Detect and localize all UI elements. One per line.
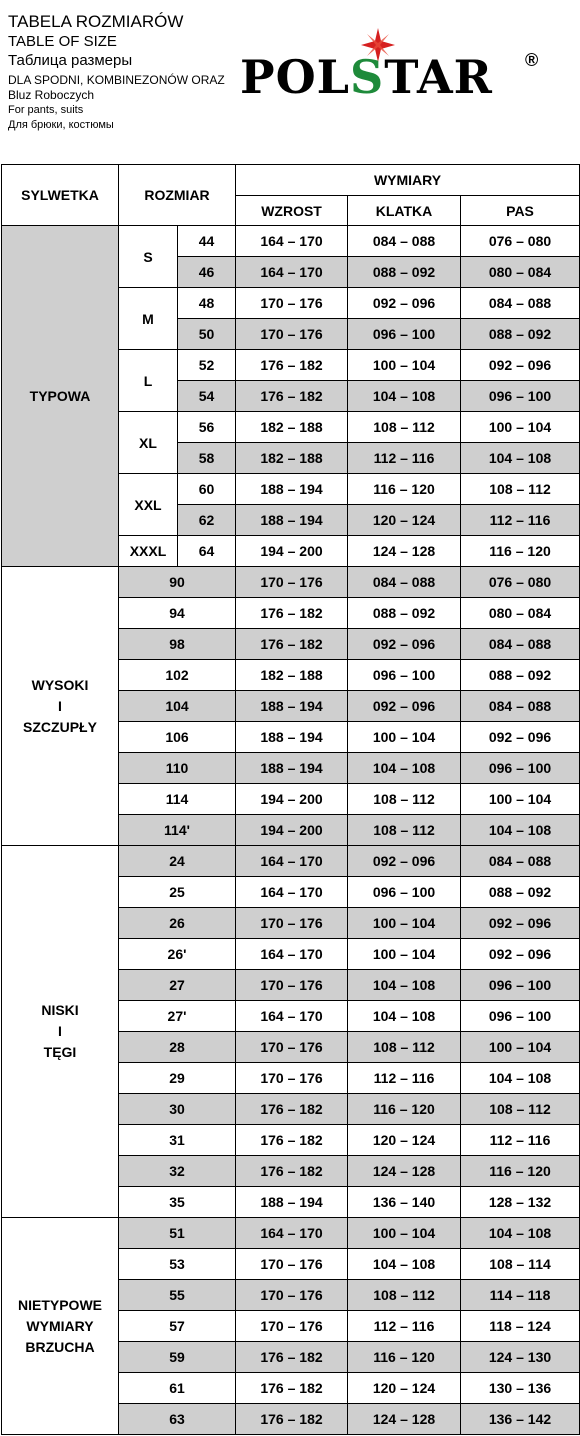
waist-range: 124 – 130	[461, 1342, 580, 1373]
size-number: 55	[119, 1280, 236, 1311]
chest-range: 084 – 088	[348, 567, 461, 598]
table-row	[2, 226, 580, 257]
waist-range: 088 – 092	[461, 877, 580, 908]
height-range: 170 – 176	[236, 1032, 348, 1063]
header-height: WZROST	[236, 196, 348, 226]
height-range: 188 – 194	[236, 1187, 348, 1218]
height-range: 188 – 194	[236, 691, 348, 722]
waist-range: 100 – 104	[461, 784, 580, 815]
size-number: 57	[119, 1311, 236, 1342]
size-number: 94	[119, 598, 236, 629]
subtitle-polish-2: Bluz Roboczych	[8, 88, 95, 102]
chest-range: 096 – 100	[348, 877, 461, 908]
size-letter: L	[119, 350, 178, 412]
size-table	[1, 164, 580, 1435]
height-range: 182 – 188	[236, 660, 348, 691]
height-range: 170 – 176	[236, 1249, 348, 1280]
waist-range: 084 – 088	[461, 846, 580, 877]
height-range: 176 – 182	[236, 1342, 348, 1373]
chest-range: 100 – 104	[348, 722, 461, 753]
waist-range: 084 – 088	[461, 691, 580, 722]
size-number: 24	[119, 846, 236, 877]
chest-range: 124 – 128	[348, 1156, 461, 1187]
chest-range: 100 – 104	[348, 350, 461, 381]
size-letter: XXL	[119, 474, 178, 536]
waist-range: 092 – 096	[461, 722, 580, 753]
size-number: 60	[178, 474, 236, 505]
height-range: 188 – 194	[236, 722, 348, 753]
chest-range: 092 – 096	[348, 846, 461, 877]
height-range: 188 – 194	[236, 753, 348, 784]
silhouette-line: WYSOKI	[31, 676, 89, 693]
size-number: 46	[178, 257, 236, 288]
size-number: 114	[119, 784, 236, 815]
height-range: 164 – 170	[236, 257, 348, 288]
silhouette-line: TĘGI	[43, 1044, 77, 1060]
silhouette-label	[2, 1218, 119, 1435]
waist-range: 088 – 092	[461, 319, 580, 350]
chest-range: 112 – 116	[348, 443, 461, 474]
size-number: 31	[119, 1125, 236, 1156]
waist-range: 104 – 108	[461, 443, 580, 474]
height-range: 170 – 176	[236, 567, 348, 598]
waist-range: 104 – 108	[461, 1218, 580, 1249]
chest-range: 108 – 112	[348, 1032, 461, 1063]
size-number: 26	[119, 908, 236, 939]
height-range: 188 – 194	[236, 505, 348, 536]
height-range: 194 – 200	[236, 536, 348, 567]
header-measurements: WYMIARY	[236, 165, 580, 196]
chest-range: 108 – 112	[348, 815, 461, 846]
size-number: 64	[178, 536, 236, 567]
registered-mark: ®	[525, 50, 539, 70]
size-number: 28	[119, 1032, 236, 1063]
silhouette-line: WYMIARY	[26, 1317, 94, 1334]
title-english: TABLE OF SIZE	[8, 33, 117, 50]
waist-range: 076 – 080	[461, 567, 580, 598]
waist-range: 104 – 108	[461, 1063, 580, 1094]
waist-range: 092 – 096	[461, 350, 580, 381]
height-range: 176 – 182	[236, 1156, 348, 1187]
silhouette-line: SZCZUPŁY	[23, 718, 97, 735]
height-range: 164 – 170	[236, 1218, 348, 1249]
waist-range: 084 – 088	[461, 629, 580, 660]
size-number: 32	[119, 1156, 236, 1187]
size-number: 53	[119, 1249, 236, 1280]
silhouette-typowa: TYPOWA	[2, 226, 119, 567]
size-number: 110	[119, 753, 236, 784]
chest-range: 120 – 124	[348, 1373, 461, 1404]
height-range: 194 – 200	[236, 815, 348, 846]
size-letter: M	[119, 288, 178, 350]
chest-range: 096 – 100	[348, 319, 461, 350]
size-number: 63	[119, 1404, 236, 1435]
size-number: 56	[178, 412, 236, 443]
waist-range: 118 – 124	[461, 1311, 580, 1342]
height-range: 176 – 182	[236, 629, 348, 660]
silhouette-line: I	[58, 1023, 62, 1039]
chest-range: 100 – 104	[348, 1218, 461, 1249]
subtitle-russian: Для брюки, костюмы	[8, 119, 114, 131]
chest-range: 108 – 112	[348, 1280, 461, 1311]
chest-range: 096 – 100	[348, 660, 461, 691]
waist-range: 096 – 100	[461, 1001, 580, 1032]
size-number: 50	[178, 319, 236, 350]
header-waist: PAS	[461, 196, 580, 226]
silhouette-label	[2, 846, 119, 1218]
subtitle-polish: DLA SPODNI, KOMBINEZONÓW ORAZ	[8, 73, 225, 87]
size-letter: XL	[119, 412, 178, 474]
chest-range: 104 – 108	[348, 1001, 461, 1032]
height-range: 176 – 182	[236, 1404, 348, 1435]
size-number: 35	[119, 1187, 236, 1218]
header-size: ROZMIAR	[119, 165, 236, 226]
waist-range: 108 – 112	[461, 1094, 580, 1125]
header-silhouette: SYLWETKA	[2, 165, 119, 226]
silhouette-line: NIETYPOWE	[17, 1296, 102, 1313]
waist-range: 076 – 080	[461, 226, 580, 257]
height-range: 170 – 176	[236, 908, 348, 939]
title-polish: TABELA ROZMIARÓW	[8, 12, 184, 31]
height-range: 176 – 182	[236, 1125, 348, 1156]
chest-range: 116 – 120	[348, 474, 461, 505]
waist-range: 116 – 120	[461, 536, 580, 567]
height-range: 182 – 188	[236, 443, 348, 474]
chest-range: 124 – 128	[348, 1404, 461, 1435]
size-number: 51	[119, 1218, 236, 1249]
size-number: 54	[178, 381, 236, 412]
size-number: 106	[119, 722, 236, 753]
size-number: 61	[119, 1373, 236, 1404]
chest-range: 088 – 092	[348, 257, 461, 288]
height-range: 170 – 176	[236, 1280, 348, 1311]
size-number: 30	[119, 1094, 236, 1125]
waist-range: 080 – 084	[461, 598, 580, 629]
waist-range: 088 – 092	[461, 660, 580, 691]
waist-range: 100 – 104	[461, 1032, 580, 1063]
chest-range: 120 – 124	[348, 1125, 461, 1156]
chest-range: 092 – 096	[348, 629, 461, 660]
waist-range: 100 – 104	[461, 412, 580, 443]
chest-range: 104 – 108	[348, 753, 461, 784]
title-russian: Таблица размеры	[8, 52, 133, 69]
height-range: 170 – 176	[236, 1063, 348, 1094]
waist-range: 128 – 132	[461, 1187, 580, 1218]
header-text	[8, 8, 225, 133]
height-range: 164 – 170	[236, 939, 348, 970]
chest-range: 100 – 104	[348, 939, 461, 970]
height-range: 164 – 170	[236, 226, 348, 257]
waist-range: 096 – 100	[461, 970, 580, 1001]
subtitle-english: For pants, suits	[8, 104, 84, 116]
height-range: 170 – 176	[236, 970, 348, 1001]
height-range: 176 – 182	[236, 350, 348, 381]
chest-range: 112 – 116	[348, 1311, 461, 1342]
size-number: 102	[119, 660, 236, 691]
height-range: 176 – 182	[236, 1094, 348, 1125]
chest-range: 136 – 140	[348, 1187, 461, 1218]
chest-range: 116 – 120	[348, 1342, 461, 1373]
waist-range: 108 – 112	[461, 474, 580, 505]
waist-range: 084 – 088	[461, 288, 580, 319]
height-range: 194 – 200	[236, 784, 348, 815]
chest-range: 116 – 120	[348, 1094, 461, 1125]
size-number: 27'	[119, 1001, 236, 1032]
waist-range: 092 – 096	[461, 908, 580, 939]
height-range: 176 – 182	[236, 598, 348, 629]
height-range: 170 – 176	[236, 319, 348, 350]
size-number: 114'	[119, 815, 236, 846]
size-letter: S	[119, 226, 178, 288]
height-range: 170 – 176	[236, 1311, 348, 1342]
height-range: 170 – 176	[236, 288, 348, 319]
chest-range: 104 – 108	[348, 970, 461, 1001]
waist-range: 112 – 116	[461, 505, 580, 536]
chest-range: 084 – 088	[348, 226, 461, 257]
size-number: 58	[178, 443, 236, 474]
waist-range: 112 – 116	[461, 1125, 580, 1156]
waist-range: 092 – 096	[461, 939, 580, 970]
height-range: 176 – 182	[236, 381, 348, 412]
height-range: 182 – 188	[236, 412, 348, 443]
logo-wordmark: POLSTAR	[240, 50, 493, 104]
height-range: 164 – 170	[236, 1001, 348, 1032]
waist-range: 104 – 108	[461, 815, 580, 846]
size-number: 62	[178, 505, 236, 536]
table-row	[2, 567, 580, 598]
size-letter: XXXL	[119, 536, 178, 567]
size-number: 27	[119, 970, 236, 1001]
waist-range: 096 – 100	[461, 753, 580, 784]
height-range: 176 – 182	[236, 1373, 348, 1404]
chest-range: 104 – 108	[348, 1249, 461, 1280]
chest-range: 108 – 112	[348, 412, 461, 443]
size-number: 48	[178, 288, 236, 319]
chest-range: 088 – 092	[348, 598, 461, 629]
silhouette-line: NISKI	[41, 1002, 79, 1018]
chest-range: 104 – 108	[348, 381, 461, 412]
chest-range: 092 – 096	[348, 691, 461, 722]
waist-range: 108 – 114	[461, 1249, 580, 1280]
waist-range: 130 – 136	[461, 1373, 580, 1404]
size-number: 59	[119, 1342, 236, 1373]
size-number: 90	[119, 567, 236, 598]
table-row	[2, 846, 580, 877]
waist-range: 116 – 120	[461, 1156, 580, 1187]
size-number: 44	[178, 226, 236, 257]
chest-range: 112 – 116	[348, 1063, 461, 1094]
size-number: 26'	[119, 939, 236, 970]
height-range: 164 – 170	[236, 877, 348, 908]
size-number: 29	[119, 1063, 236, 1094]
polstar-logo	[240, 28, 550, 110]
waist-range: 096 – 100	[461, 381, 580, 412]
size-number: 52	[178, 350, 236, 381]
height-range: 188 – 194	[236, 474, 348, 505]
chest-range: 124 – 128	[348, 536, 461, 567]
height-range: 164 – 170	[236, 846, 348, 877]
table-row	[2, 1218, 580, 1249]
size-number: 98	[119, 629, 236, 660]
waist-range: 080 – 084	[461, 257, 580, 288]
chest-range: 120 – 124	[348, 505, 461, 536]
size-number: 25	[119, 877, 236, 908]
chest-range: 092 – 096	[348, 288, 461, 319]
silhouette-line: I	[58, 697, 62, 714]
size-number: 104	[119, 691, 236, 722]
chest-range: 108 – 112	[348, 784, 461, 815]
silhouette-line: BRZUCHA	[25, 1338, 95, 1355]
waist-range: 136 – 142	[461, 1404, 580, 1435]
silhouette-label	[2, 567, 119, 846]
waist-range: 114 – 118	[461, 1280, 580, 1311]
chest-range: 100 – 104	[348, 908, 461, 939]
header-chest: KLATKA	[348, 196, 461, 226]
